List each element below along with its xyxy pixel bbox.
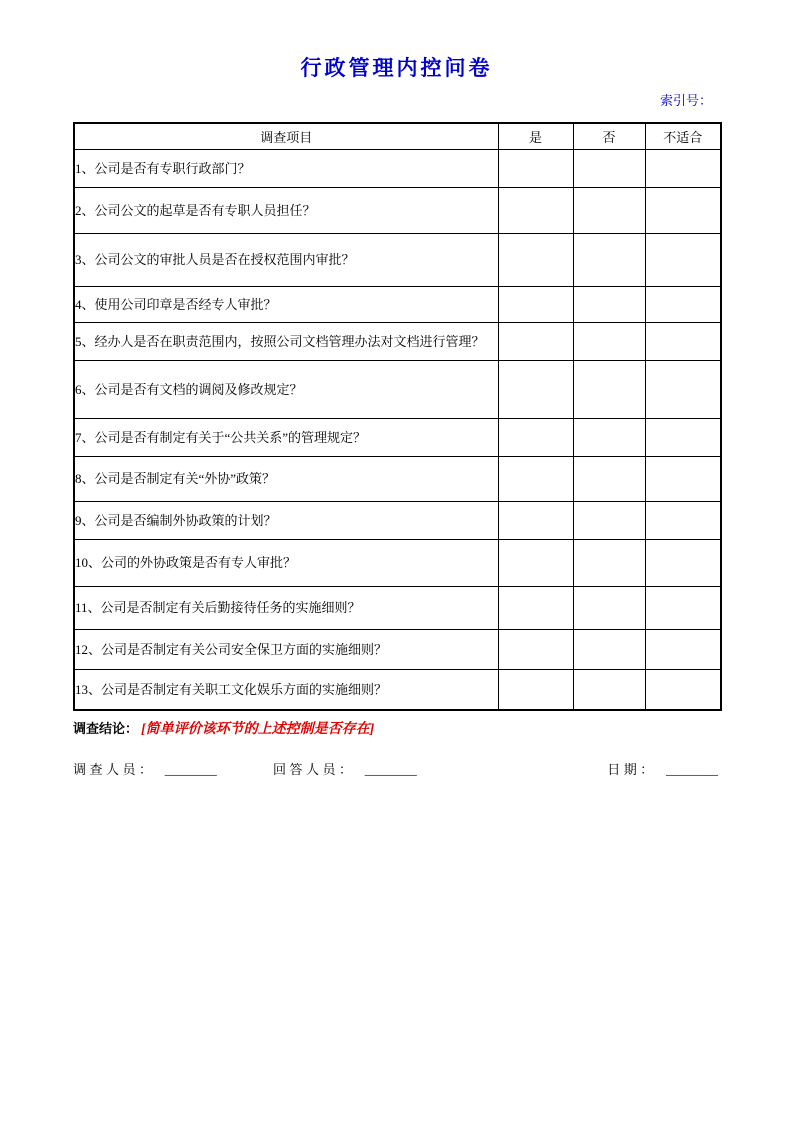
- question-cell: 5、经办人是否在职责范围内，按照公司文档管理办法对文档进行管理？: [74, 322, 498, 360]
- date-label: 日期：: [607, 762, 657, 777]
- answer-cell-no[interactable]: [573, 629, 645, 669]
- answer-cell-yes[interactable]: [498, 322, 573, 360]
- answer-cell-not-applicable[interactable]: [645, 286, 721, 322]
- table-row: [74, 669, 721, 710]
- document-page: [73, 0, 720, 779]
- question-cell: 6、公司是否有文档的调阅及修改规定？: [74, 360, 498, 418]
- answer-cell-no[interactable]: [573, 187, 645, 233]
- answer-cell-not-applicable[interactable]: [645, 187, 721, 233]
- table-row: [74, 187, 721, 233]
- respondent-blank[interactable]: ________: [364, 762, 417, 777]
- table-row: [74, 286, 721, 322]
- answer-cell-no[interactable]: [573, 501, 645, 539]
- answer-cell-yes[interactable]: [498, 456, 573, 501]
- conclusion-note: [简单评价该环节的上述控制是否存在]: [141, 722, 375, 737]
- table-row: [74, 629, 721, 669]
- header-cell-survey-item: 调查项目: [74, 123, 498, 149]
- question-cell: 11、公司是否制定有关后勤接待任务的实施细则？: [74, 586, 498, 629]
- question-cell: 4、使用公司印章是否经专人审批？: [74, 286, 498, 322]
- answer-cell-yes[interactable]: [498, 360, 573, 418]
- answer-cell-no[interactable]: [573, 418, 645, 456]
- answer-cell-yes[interactable]: [498, 286, 573, 322]
- header-cell-not-applicable: 不适合: [645, 123, 721, 149]
- table-row: [74, 539, 721, 586]
- answer-cell-yes[interactable]: [498, 187, 573, 233]
- answer-cell-yes[interactable]: [498, 629, 573, 669]
- answer-cell-yes[interactable]: [498, 501, 573, 539]
- date-blank[interactable]: ________: [666, 762, 718, 777]
- table-row: [74, 149, 721, 187]
- date-field: [607, 759, 718, 778]
- question-cell: 7、公司是否有制定有关于“公共关系”的管理规定？: [74, 418, 498, 456]
- question-cell: 3、公司公文的审批人员是否在授权范围内审批？: [74, 233, 498, 286]
- surveyor-blank[interactable]: ________: [164, 762, 217, 777]
- question-cell: 1、公司是否有专职行政部门？: [74, 149, 498, 187]
- answer-cell-not-applicable[interactable]: [645, 360, 721, 418]
- table-row: [74, 418, 721, 456]
- surveyor-field: [73, 759, 217, 778]
- answer-cell-yes[interactable]: [498, 669, 573, 710]
- answer-cell-not-applicable[interactable]: [645, 539, 721, 586]
- respondent-label: 回答人员：: [273, 762, 356, 777]
- page-title: 行政管理内控问卷: [300, 57, 493, 80]
- question-cell: 13、公司是否制定有关职工文化娱乐方面的实施细则？: [74, 669, 498, 710]
- answer-cell-not-applicable[interactable]: [645, 456, 721, 501]
- table-body: [74, 149, 721, 710]
- answer-cell-yes[interactable]: [498, 149, 573, 187]
- table-row: [74, 360, 721, 418]
- conclusion-label: 调查结论：: [73, 721, 139, 736]
- table-row: [74, 456, 721, 501]
- signature-line: [73, 759, 720, 779]
- answer-cell-no[interactable]: [573, 669, 645, 710]
- answer-cell-no[interactable]: [573, 586, 645, 629]
- answer-cell-not-applicable[interactable]: [645, 322, 721, 360]
- table-row: [74, 322, 721, 360]
- answer-cell-yes[interactable]: [498, 586, 573, 629]
- answer-cell-no[interactable]: [573, 322, 645, 360]
- surveyor-label: 调查人员：: [73, 762, 156, 777]
- answer-cell-no[interactable]: [573, 233, 645, 286]
- answer-cell-not-applicable[interactable]: [645, 629, 721, 669]
- question-cell: 12、公司是否制定有关公司安全保卫方面的实施细则？: [74, 629, 498, 669]
- answer-cell-yes[interactable]: [498, 539, 573, 586]
- answer-cell-not-applicable[interactable]: [645, 233, 721, 286]
- answer-cell-not-applicable[interactable]: [645, 586, 721, 629]
- question-cell: 2、公司公文的起草是否有专职人员担任？: [74, 187, 498, 233]
- answer-cell-no[interactable]: [573, 149, 645, 187]
- respondent-field: [273, 759, 417, 778]
- answer-cell-not-applicable[interactable]: [645, 669, 721, 710]
- index-number-label: 索引号：: [659, 93, 712, 108]
- question-cell: 8、公司是否制定有关“外协”政策？: [74, 456, 498, 501]
- answer-cell-no[interactable]: [573, 539, 645, 586]
- answer-cell-no[interactable]: [573, 456, 645, 501]
- question-cell: 10、公司的外协政策是否有专人审批？: [74, 539, 498, 586]
- question-cell: 9、公司是否编制外协政策的计划？: [74, 501, 498, 539]
- answer-cell-not-applicable[interactable]: [645, 149, 721, 187]
- table-row: [74, 501, 721, 539]
- header-row: [74, 123, 721, 149]
- header-cell-yes: 是: [498, 123, 573, 149]
- answer-cell-not-applicable[interactable]: [645, 418, 721, 456]
- questionnaire-table: [73, 122, 722, 711]
- header-cell-no: 否: [573, 123, 645, 149]
- answer-cell-not-applicable[interactable]: [645, 501, 721, 539]
- table-row: [74, 233, 721, 286]
- table-row: [74, 586, 721, 629]
- conclusion-line: [73, 720, 720, 738]
- answer-cell-no[interactable]: [573, 360, 645, 418]
- answer-cell-no[interactable]: [573, 286, 645, 322]
- answer-cell-yes[interactable]: [498, 418, 573, 456]
- answer-cell-yes[interactable]: [498, 233, 573, 286]
